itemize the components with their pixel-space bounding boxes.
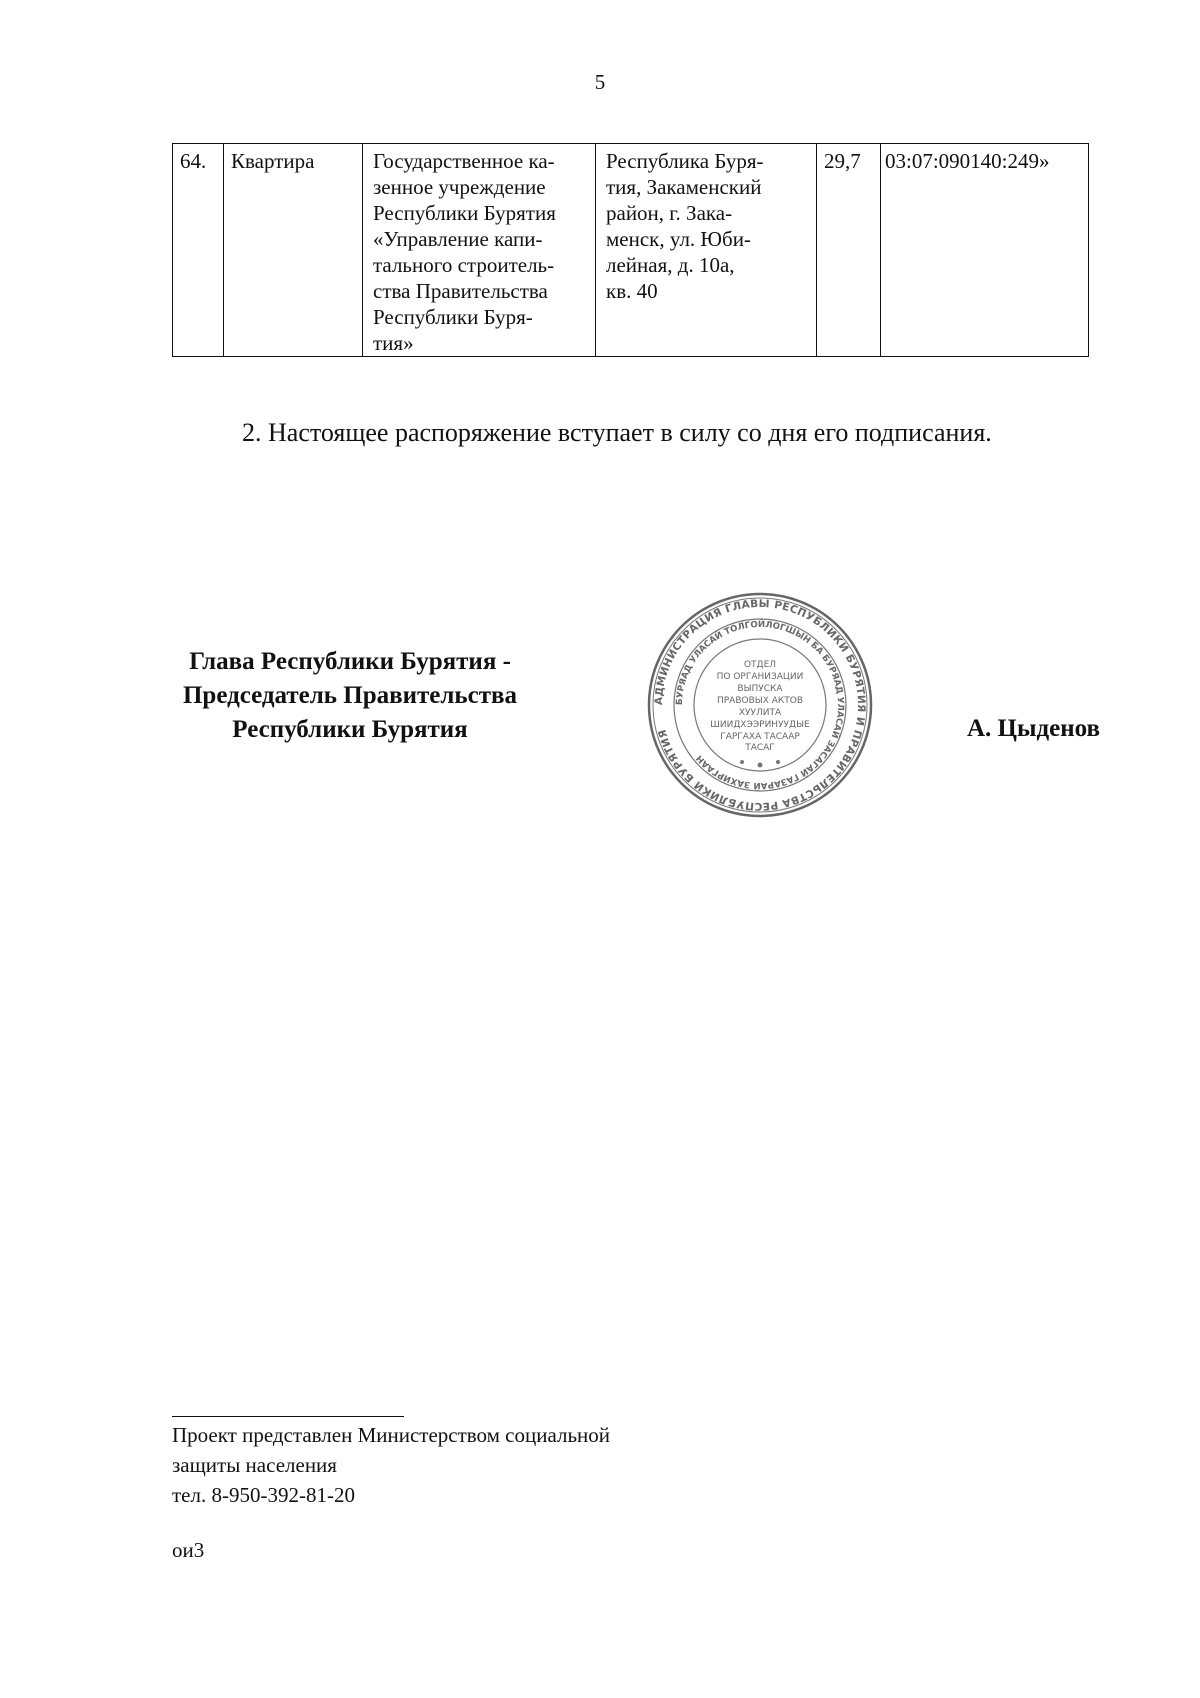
signatory-title xyxy=(150,645,550,747)
table-row xyxy=(173,144,1089,357)
seal-center-line: ОТДЕЛ xyxy=(743,660,777,670)
seal-center-line: ПО ОРГАНИЗАЦИИ xyxy=(716,672,804,682)
object-type: Квартира xyxy=(224,144,363,357)
row-number: 64. xyxy=(173,144,224,357)
holder-line: Государственное ка- xyxy=(373,149,555,173)
address-line: кв. 40 xyxy=(606,279,658,303)
signatory-name: А. Цыденов xyxy=(966,715,1100,742)
address-line: Республика Буря- xyxy=(606,149,764,173)
holder-line: тия» xyxy=(373,331,414,355)
official-seal xyxy=(645,590,875,820)
holder-line: «Управление капи- xyxy=(373,227,543,251)
signatory-title-line: Председатель Правительства xyxy=(182,682,518,709)
address-line: тия, Закаменский xyxy=(606,175,762,199)
seal-dot-icon xyxy=(740,760,744,764)
signatory-title-line: Глава Республики Бурятия - xyxy=(189,648,511,675)
paragraph-effective-date: 2. Настоящее распоряжение вступает в силу со дня его подписания. xyxy=(242,418,992,447)
footnote-divider xyxy=(172,1416,404,1417)
seal-center-line: ХУУЛИТА xyxy=(738,708,782,718)
seal-inner-ring-text: БУРЯАД УЛАСАЙ ТОЛГОЙЛОГШЫН БА БУРЯАД УЛАСАЙ ЗАСАГАЙ ГАЗАРАЙ ЗАХИРГААН xyxy=(674,619,846,791)
holder-line: Республики Бурятия xyxy=(373,201,556,225)
document-code: ои3 xyxy=(172,1538,205,1562)
address-cell xyxy=(596,144,817,357)
signatory-title-line: Республики Бурятия xyxy=(232,716,468,743)
property-table xyxy=(172,143,1089,357)
seal-center-line: ВЫПУСКА xyxy=(737,684,783,694)
footnote-line: тел. 8-950-392-81-20 xyxy=(172,1483,355,1507)
area-value: 29,7 xyxy=(817,144,881,357)
holder-line: ства Правительства xyxy=(373,279,548,303)
holder-line: зенное учреждение xyxy=(373,175,546,199)
address-line: менск, ул. Юби- xyxy=(606,227,751,251)
seal-center-line: ПРАВОВЫХ АКТОВ xyxy=(716,696,804,706)
seal-outer-text: АДМИНИСТРАЦИЯ ГЛАВЫ РЕСПУБЛИКИ БУРЯТИЯ И ПРАВИТЕЛЬСТВА РЕСПУБЛИКИ БУРЯТИЯ xyxy=(652,597,868,813)
seal-dot-icon xyxy=(758,763,763,768)
footnote-line: Проект представлен Министерством социальной xyxy=(172,1423,611,1447)
holder-cell xyxy=(363,144,596,357)
seal-center-line: ТАСАГ xyxy=(745,743,775,753)
seal-center-line: ГАРГАХА ТАСААР xyxy=(720,732,800,742)
address-line: район, г. Зака- xyxy=(606,201,733,225)
address-line: лейная, д. 10а, xyxy=(606,253,735,277)
holder-line: тального строитель- xyxy=(373,253,555,277)
cadastral-number: 03:07:090140:249» xyxy=(881,144,1089,357)
seal-dot-icon xyxy=(776,760,780,764)
footnote xyxy=(172,1420,872,1510)
holder-line: Республики Буря- xyxy=(373,305,533,329)
seal-center-line: ШИИДХЭЭРИНУУДЫЕ xyxy=(710,720,810,730)
footnote-line: защиты населения xyxy=(172,1453,337,1477)
page-number: 5 xyxy=(594,70,606,94)
